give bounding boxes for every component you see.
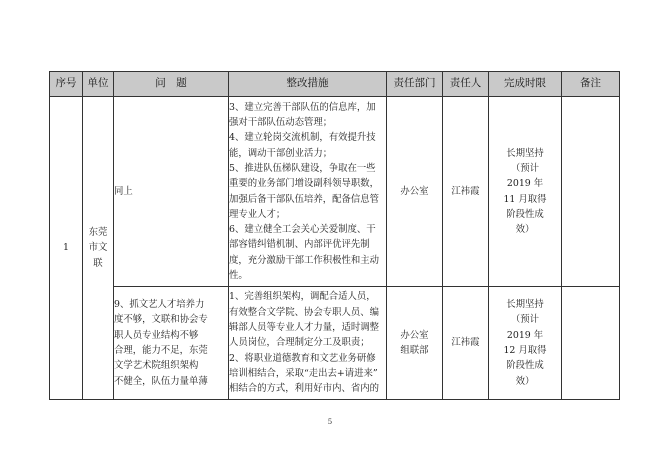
measure-line: 部容错纠错机制、内部评优评先制 [229, 239, 370, 251]
unit-line: 东莞 [88, 227, 108, 239]
measure-line: 有效整合文学院、协会专职人员、编 [229, 306, 380, 318]
person-cell: 江祎霞 [443, 97, 489, 287]
header-remark: 备注 [562, 72, 620, 97]
problem-cell [114, 97, 229, 287]
unit-line: 市文 [88, 242, 108, 254]
measures-cell [229, 287, 387, 400]
measure-line: 度，充分激励干部工作积极性和主动 [229, 254, 380, 266]
measure-line: 6、建立健全工会关心关爱制度、干 [229, 224, 376, 236]
department-line: 组联部 [400, 345, 429, 356]
unit-cell [83, 97, 114, 400]
header-department: 责任部门 [387, 72, 443, 97]
table-row [50, 97, 620, 287]
problem-line: 职人员专业结构不够 [114, 329, 199, 341]
measure-line: 人员岗位，合理制定分工及职责； [229, 337, 370, 349]
measures-cell [229, 97, 387, 287]
measure-line: 理专业人才； [229, 208, 286, 220]
department-line: 办公室 [400, 185, 429, 197]
deadline-line: 阶段性成 [506, 208, 544, 220]
deadline-cell [489, 287, 562, 400]
deadline-line: 效） [515, 375, 535, 387]
measure-line: 重要的业务部门增设副科领导职数， [229, 178, 380, 190]
measure-line: 培训相结合，采取“走出去+请进来” [229, 367, 378, 379]
deadline-line: 2019 年 [506, 178, 544, 190]
table-row [50, 287, 620, 400]
header-unit: 单位 [83, 72, 114, 97]
deadline-line: 长期坚持 [506, 147, 544, 159]
header-person: 责任人 [443, 72, 489, 97]
problem-line: 不健全，队伍力量单薄 [114, 375, 208, 387]
problem-line: 同上 [114, 185, 133, 197]
remark-cell [562, 287, 620, 400]
problem-line: 度不够，文联和协会专 [114, 314, 208, 326]
deadline-line: 11 月取得 [503, 193, 547, 205]
deadline-line: （预计 [510, 314, 540, 326]
header-seq: 序号 [50, 72, 83, 97]
problem-line: 合理，能力不足，东莞 [114, 345, 208, 356]
measure-line: 强对干部队伍动态管理； [229, 117, 333, 129]
deadline-cell [489, 97, 562, 287]
page-number: 5 [327, 418, 333, 426]
measure-line: 2、将职业道德教育和文艺业务研修 [229, 352, 376, 364]
measure-line: 相结合的方式，利用好市内、省内的 [229, 383, 380, 395]
problem-cell [114, 287, 229, 400]
deadline-line: 阶段性成 [506, 360, 544, 372]
deadline-line: （预计 [510, 162, 540, 174]
remark-cell [562, 97, 620, 287]
measure-line: 加强后备干部队伍培养，配备信息管 [229, 193, 380, 205]
measure-line: 性。 [229, 269, 248, 281]
deadline-line: 2019 年 [506, 329, 544, 341]
person-cell: 江祎霞 [443, 287, 489, 400]
department-cell [387, 287, 443, 400]
measure-line: 辑部人员等专业人才力量，适时调整 [229, 322, 380, 334]
problem-line: 文学艺术院组织架构 [114, 360, 199, 372]
header-deadline: 完成时限 [489, 72, 562, 97]
header-problem: 问 题 [114, 72, 229, 97]
problem-line: 9、抓文艺人才培养力 [114, 299, 205, 311]
department-line: 办公室 [400, 329, 429, 341]
header-row [50, 72, 620, 97]
deadline-line: 效） [515, 224, 535, 236]
unit-line: 联 [93, 257, 103, 269]
measure-line: 4、建立轮岗交流机制，有效提升技 [229, 132, 376, 144]
rectification-table [49, 71, 620, 400]
department-cell [387, 97, 443, 287]
deadline-line: 12 月取得 [503, 345, 547, 356]
measure-line: 5、推进队伍梯队建设，争取在一些 [229, 162, 376, 174]
header-measures: 整改措施 [229, 72, 387, 97]
measure-line: 能，调动干部创业活力； [229, 147, 333, 159]
seq-cell: 1 [50, 97, 83, 400]
deadline-line: 长期坚持 [506, 299, 544, 311]
measure-line: 1、完善组织架构，调配合适人员， [229, 291, 376, 303]
measure-line: 3、建立完善干部队伍的信息库，加 [229, 101, 376, 113]
